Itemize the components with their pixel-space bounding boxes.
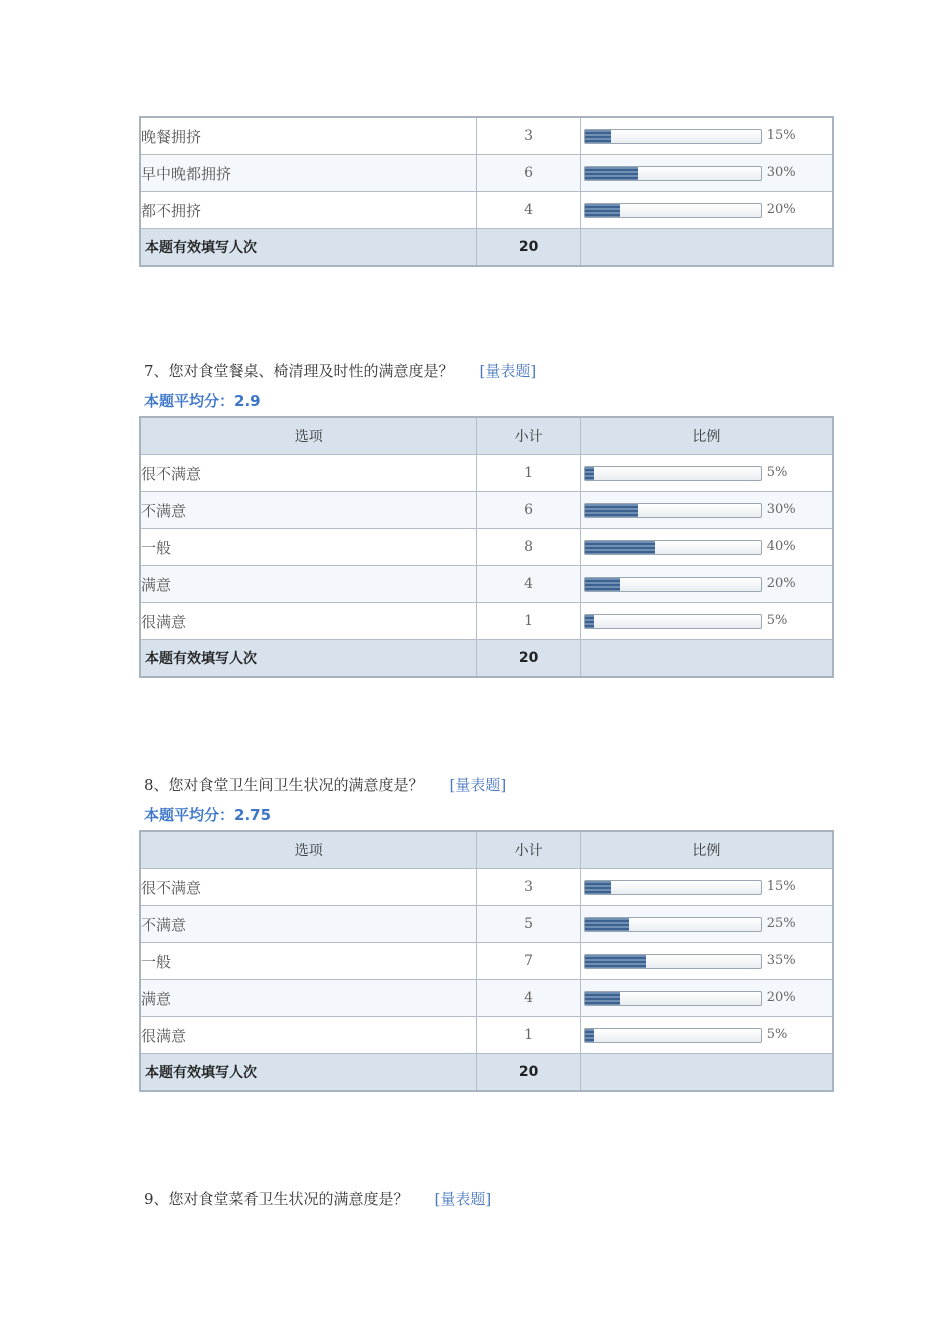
q8-result-table [139, 830, 834, 1092]
table-row [140, 943, 833, 980]
q7-title-text: 7、您对食堂餐桌、椅清理及时性的满意度是？ [144, 362, 454, 380]
ratio-percent: 15% [766, 128, 796, 143]
total-row [140, 1054, 833, 1092]
ratio-cell [580, 455, 833, 492]
ratio-bar [584, 577, 762, 592]
option-count: 7 [477, 943, 580, 980]
ratio-bar-fill [585, 130, 611, 143]
ratio-percent: 5% [766, 613, 788, 628]
table-row [140, 529, 833, 566]
header-count: 小计 [477, 831, 580, 869]
ratio-bar [584, 466, 762, 481]
header-option: 选项 [140, 831, 477, 869]
ratio-cell [580, 529, 833, 566]
ratio-bar-fill [585, 918, 629, 931]
table-row [140, 980, 833, 1017]
header-ratio: 比例 [580, 831, 833, 869]
option-label: 很不满意 [140, 455, 477, 492]
ratio-bar-fill [585, 467, 594, 480]
option-count: 6 [477, 492, 580, 529]
ratio-bar [584, 917, 762, 932]
q8-header-row [140, 831, 833, 869]
option-label: 很满意 [140, 603, 477, 640]
ratio-bar-fill [585, 1029, 594, 1042]
total-count: 20 [477, 1054, 580, 1092]
total-row [140, 640, 833, 678]
q8-average: 本题平均分：2.75 [144, 806, 272, 824]
ratio-bar [584, 166, 762, 181]
ratio-cell [580, 943, 833, 980]
ratio-percent: 20% [766, 990, 796, 1005]
option-count: 4 [477, 192, 580, 229]
ratio-bar-fill [585, 955, 647, 968]
ratio-cell [580, 980, 833, 1017]
ratio-cell [580, 1017, 833, 1054]
ratio-percent: 30% [766, 502, 796, 517]
ratio-percent: 5% [766, 1027, 788, 1042]
ratio-percent: 25% [766, 916, 796, 931]
option-count: 1 [477, 1017, 580, 1054]
ratio-bar [584, 991, 762, 1006]
option-label: 不满意 [140, 906, 477, 943]
option-label: 很满意 [140, 1017, 477, 1054]
total-label: 本题有效填写人次 [140, 640, 477, 678]
table-row [140, 1017, 833, 1054]
option-count: 5 [477, 906, 580, 943]
ratio-cell [580, 566, 833, 603]
q7-average: 本题平均分：2.9 [144, 392, 261, 410]
table-row [140, 117, 833, 155]
total-empty-cell [580, 1054, 833, 1092]
ratio-bar-fill [585, 615, 594, 628]
ratio-cell [580, 906, 833, 943]
ratio-percent: 15% [766, 879, 796, 894]
option-count: 8 [477, 529, 580, 566]
option-count: 6 [477, 155, 580, 192]
q8-rows [140, 869, 833, 1092]
ratio-cell [580, 155, 833, 192]
total-label: 本题有效填写人次 [140, 229, 477, 267]
option-count: 4 [477, 980, 580, 1017]
q7-type-link[interactable]: [量表题] [479, 362, 537, 380]
total-count: 20 [477, 640, 580, 678]
option-label: 满意 [140, 566, 477, 603]
ratio-bar [584, 954, 762, 969]
total-count: 20 [477, 229, 580, 267]
q9-type-link[interactable]: [量表题] [434, 1190, 492, 1208]
ratio-cell [580, 869, 833, 906]
table-row [140, 492, 833, 529]
option-label: 早中晚都拥挤 [140, 155, 477, 192]
ratio-percent: 30% [766, 165, 796, 180]
ratio-cell [580, 117, 833, 155]
q8-type-link[interactable]: [量表题] [449, 776, 507, 794]
q7-result-table [139, 416, 834, 678]
ratio-percent: 35% [766, 953, 796, 968]
option-label: 满意 [140, 980, 477, 1017]
option-label: 都不拥挤 [140, 192, 477, 229]
header-count: 小计 [477, 417, 580, 455]
option-count: 4 [477, 566, 580, 603]
table-row [140, 603, 833, 640]
ratio-bar-fill [585, 204, 620, 217]
q8-title-text: 8、您对食堂卫生间卫生状况的满意度是？ [144, 776, 424, 794]
header-option: 选项 [140, 417, 477, 455]
q8-title [144, 774, 506, 795]
ratio-bar-fill [585, 541, 655, 554]
ratio-bar [584, 880, 762, 895]
q6-rows [140, 117, 833, 266]
option-label: 很不满意 [140, 869, 477, 906]
ratio-bar [584, 614, 762, 629]
q9-title [144, 1188, 491, 1209]
option-label: 不满意 [140, 492, 477, 529]
ratio-percent: 40% [766, 539, 796, 554]
ratio-cell [580, 603, 833, 640]
ratio-bar [584, 1028, 762, 1043]
ratio-percent: 20% [766, 202, 796, 217]
ratio-bar [584, 503, 762, 518]
option-count: 1 [477, 603, 580, 640]
ratio-percent: 20% [766, 576, 796, 591]
table-row [140, 192, 833, 229]
option-count: 3 [477, 869, 580, 906]
ratio-bar-fill [585, 167, 638, 180]
option-label: 一般 [140, 943, 477, 980]
q7-title [144, 360, 536, 381]
table-row [140, 455, 833, 492]
q7-rows [140, 455, 833, 678]
total-row [140, 229, 833, 267]
q9-title-text: 9、您对食堂菜肴卫生状况的满意度是？ [144, 1190, 409, 1208]
option-label: 一般 [140, 529, 477, 566]
total-label: 本题有效填写人次 [140, 1054, 477, 1092]
table-row [140, 566, 833, 603]
ratio-bar-fill [585, 992, 620, 1005]
q7-header-row [140, 417, 833, 455]
ratio-bar-fill [585, 881, 611, 894]
ratio-bar [584, 540, 762, 555]
ratio-bar-fill [585, 578, 620, 591]
table-row [140, 155, 833, 192]
ratio-bar-fill [585, 504, 638, 517]
total-empty-cell [580, 640, 833, 678]
header-ratio: 比例 [580, 417, 833, 455]
table-row [140, 869, 833, 906]
option-count: 3 [477, 117, 580, 155]
ratio-cell [580, 492, 833, 529]
option-count: 1 [477, 455, 580, 492]
total-empty-cell [580, 229, 833, 267]
table-row [140, 906, 833, 943]
ratio-bar [584, 129, 762, 144]
ratio-percent: 5% [766, 465, 788, 480]
q6-result-table [139, 116, 834, 267]
ratio-cell [580, 192, 833, 229]
ratio-bar [584, 203, 762, 218]
option-label: 晚餐拥挤 [140, 117, 477, 155]
